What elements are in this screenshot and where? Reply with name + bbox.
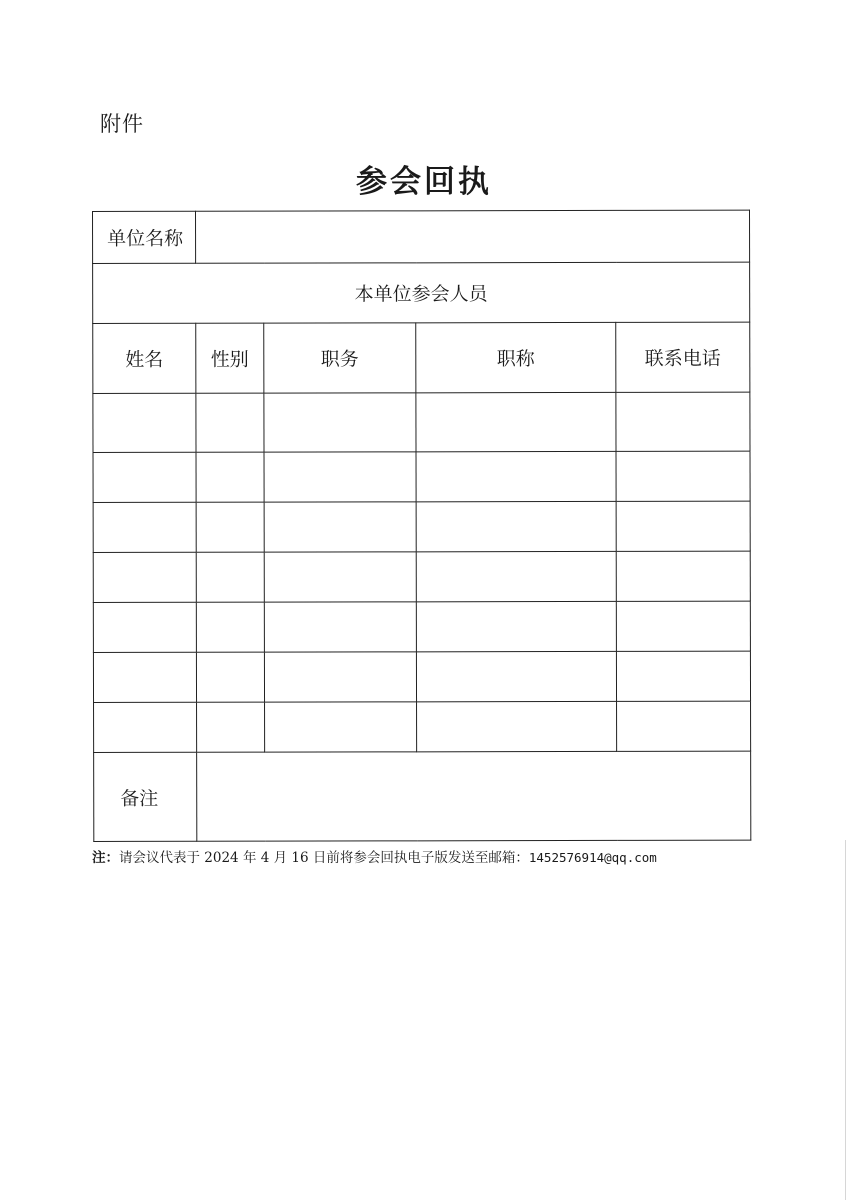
attendee-title-cell[interactable] (417, 701, 617, 751)
table-row (93, 501, 750, 552)
attendee-gender-cell[interactable] (196, 502, 264, 552)
remark-field[interactable] (197, 751, 751, 841)
attendee-phone-cell[interactable] (616, 501, 750, 551)
attendee-name-cell[interactable] (93, 652, 196, 702)
attendee-phone-cell[interactable] (617, 701, 751, 751)
column-header-phone: 联系电话 (616, 322, 750, 392)
attendee-name-cell[interactable] (93, 393, 196, 452)
attendee-phone-cell[interactable] (616, 551, 750, 601)
attendee-gender-cell[interactable] (197, 702, 265, 752)
attendee-position-cell[interactable] (264, 393, 416, 452)
table-row (94, 701, 751, 752)
table-row (93, 451, 750, 502)
table-header-row (93, 322, 750, 393)
attendee-title-cell[interactable] (416, 392, 616, 451)
attendee-position-cell[interactable] (264, 552, 416, 602)
note-text: 请会议代表于 2024 年 4 月 16 日前将参会回执电子版发送至邮箱： (119, 850, 529, 866)
attendees-heading-row (93, 262, 750, 323)
attendee-phone-cell[interactable] (616, 601, 750, 651)
note-email: 1452576914@qq.com (528, 850, 657, 865)
registration-form-table (92, 210, 751, 842)
scan-edge-line (845, 840, 846, 1200)
attendee-phone-cell[interactable] (616, 392, 750, 451)
attachment-label: 附件 (100, 112, 144, 136)
attendee-name-cell[interactable] (93, 502, 196, 552)
submission-note (92, 846, 657, 866)
attendee-gender-cell[interactable] (196, 452, 264, 502)
table-row (93, 392, 750, 452)
attendee-phone-cell[interactable] (616, 651, 750, 701)
attendees-heading: 本单位参会人员 (93, 262, 750, 323)
attendee-position-cell[interactable] (264, 502, 416, 552)
table-row (93, 651, 750, 702)
attendee-phone-cell[interactable] (616, 451, 750, 501)
column-header-name: 姓名 (93, 323, 196, 393)
attendee-position-cell[interactable] (264, 602, 416, 652)
attendee-rows (93, 392, 751, 752)
attendee-name-cell[interactable] (93, 602, 196, 652)
attendee-position-cell[interactable] (265, 702, 417, 752)
attendee-name-cell[interactable] (93, 452, 196, 502)
unit-name-row (93, 210, 750, 263)
attendee-title-cell[interactable] (416, 551, 616, 601)
remark-row (94, 751, 751, 841)
unit-name-label: 单位名称 (93, 211, 196, 263)
column-header-title: 职称 (416, 322, 616, 392)
attendee-gender-cell[interactable] (196, 552, 264, 602)
table-row (93, 551, 750, 602)
attendee-title-cell[interactable] (416, 501, 616, 551)
table-row (93, 601, 750, 652)
attendee-gender-cell[interactable] (196, 393, 264, 452)
attendee-name-cell[interactable] (94, 702, 197, 752)
note-prefix: 注： (92, 850, 119, 866)
remark-label: 备注 (94, 752, 197, 841)
attendee-position-cell[interactable] (264, 452, 416, 502)
unit-name-field[interactable] (196, 210, 750, 263)
column-header-gender: 性别 (196, 323, 264, 393)
attendee-gender-cell[interactable] (196, 602, 264, 652)
column-header-position: 职务 (264, 323, 416, 393)
attendee-position-cell[interactable] (264, 652, 416, 702)
attendee-title-cell[interactable] (416, 601, 616, 651)
document-title: 参会回执 (356, 164, 492, 200)
attendee-title-cell[interactable] (416, 451, 616, 501)
attendee-title-cell[interactable] (416, 651, 616, 701)
attendee-name-cell[interactable] (93, 552, 196, 602)
attendee-gender-cell[interactable] (196, 652, 264, 702)
